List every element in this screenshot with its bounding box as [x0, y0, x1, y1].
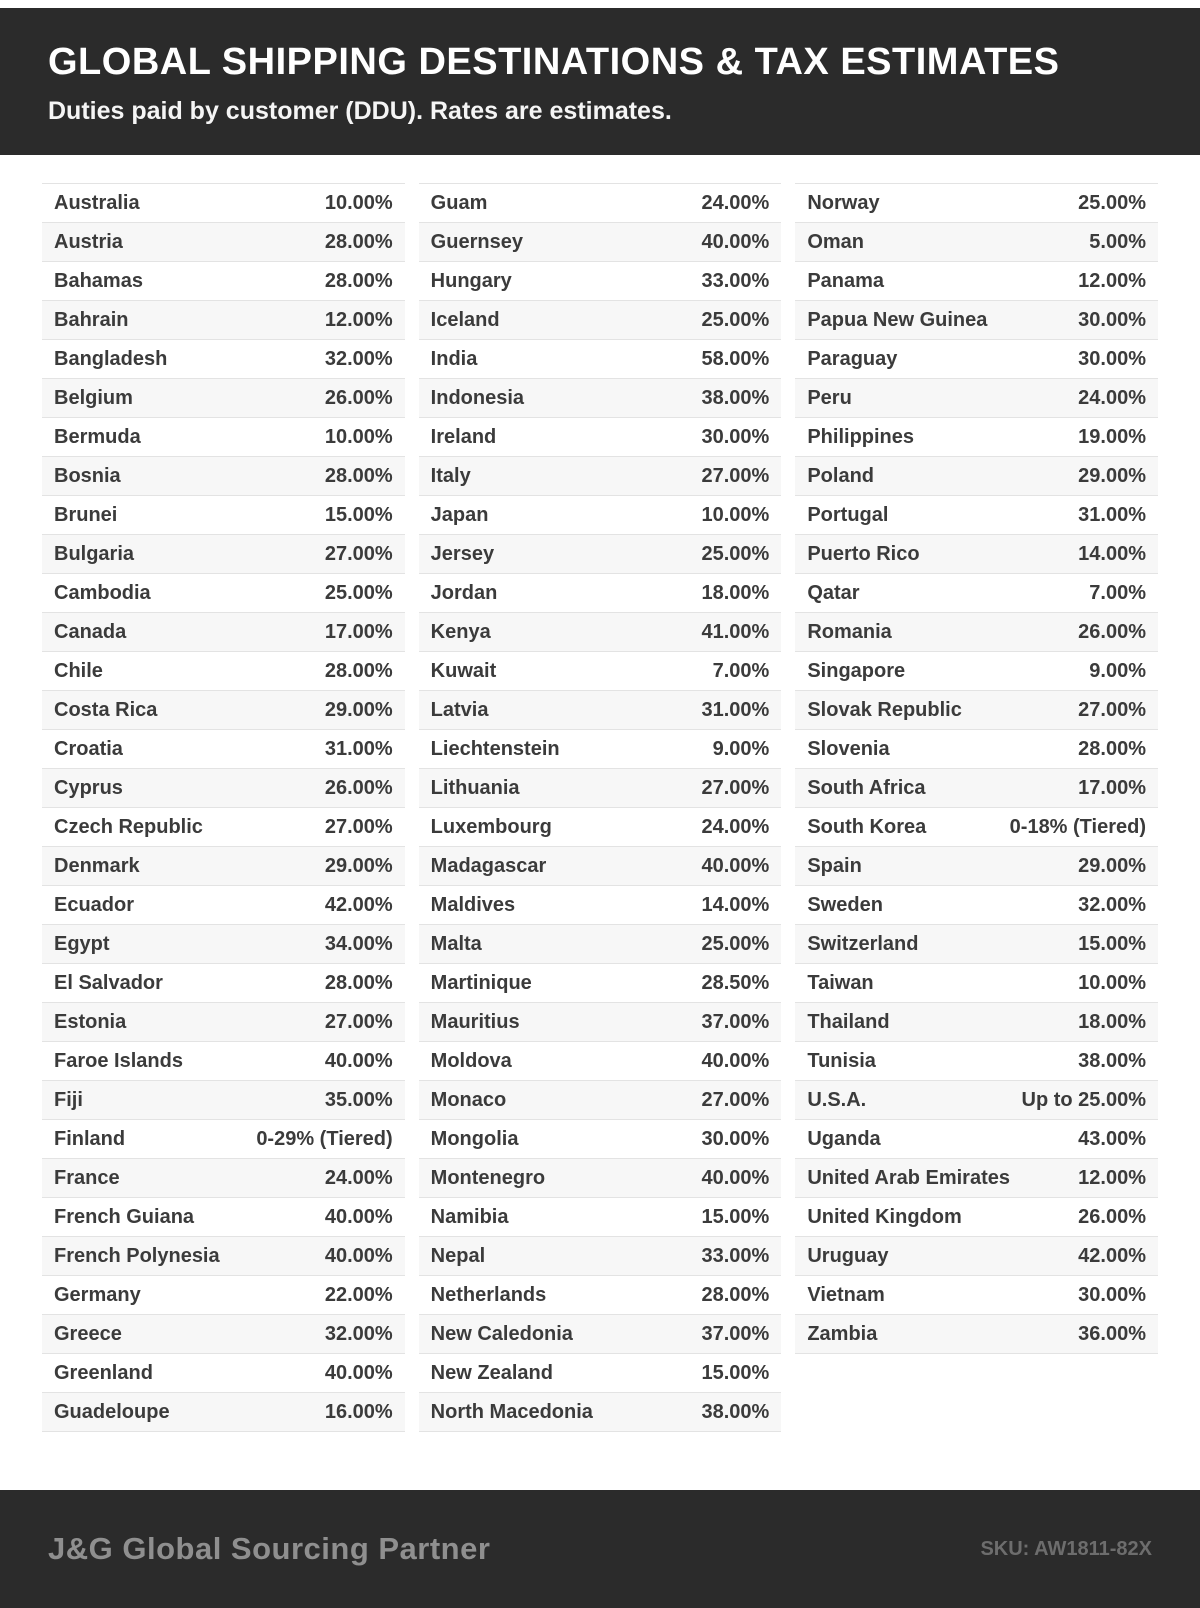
country-name: Namibia	[430, 1205, 509, 1228]
country-name: Thailand	[807, 1010, 890, 1033]
table-row	[42, 808, 405, 847]
tax-rate: 28.00%	[324, 269, 393, 292]
table-row	[42, 613, 405, 652]
country-name: Uruguay	[807, 1244, 889, 1267]
country-name: Netherlands	[430, 1283, 547, 1306]
tax-rate: 30.00%	[1078, 347, 1147, 370]
country-name: Oman	[807, 230, 865, 253]
country-name: Spain	[807, 854, 862, 877]
tax-rate: 31.00%	[701, 698, 770, 721]
country-name: Japan	[430, 503, 489, 526]
tax-rate: 40.00%	[701, 1049, 770, 1072]
country-name: Estonia	[54, 1010, 127, 1033]
table-row	[419, 1003, 782, 1042]
table-row	[795, 418, 1158, 457]
tax-rate: 29.00%	[324, 854, 393, 877]
tax-rate: 24.00%	[701, 191, 770, 214]
table-row	[42, 769, 405, 808]
tax-rate: 0-18% (Tiered)	[1009, 815, 1147, 838]
tax-rate: 24.00%	[701, 815, 770, 838]
country-name: Kenya	[430, 620, 491, 643]
table-row	[42, 730, 405, 769]
table-row	[419, 1393, 782, 1432]
table-row	[419, 1042, 782, 1081]
table-row	[419, 925, 782, 964]
country-name: Indonesia	[430, 386, 525, 409]
country-name: Vietnam	[807, 1283, 885, 1306]
tax-rate: 28.00%	[1078, 737, 1147, 760]
tax-rate: 28.00%	[701, 1283, 770, 1306]
country-name: Bulgaria	[54, 542, 135, 565]
tax-rate: 32.00%	[324, 1322, 393, 1345]
table-row	[419, 418, 782, 457]
table-row	[419, 652, 782, 691]
tax-rate: 29.00%	[1078, 854, 1147, 877]
country-name: Belgium	[54, 386, 133, 409]
table-row	[795, 1042, 1158, 1081]
table-row	[795, 1003, 1158, 1042]
table-row	[42, 1120, 405, 1159]
country-name: Guam	[430, 191, 488, 214]
tax-rate: 36.00%	[1078, 1322, 1147, 1345]
tax-rate: 30.00%	[1078, 1283, 1147, 1306]
brand-name: J&G Global Sourcing Partner	[48, 1531, 491, 1566]
table-row	[419, 1354, 782, 1393]
table-row	[42, 1315, 405, 1354]
table-row	[795, 535, 1158, 574]
table-row	[42, 1042, 405, 1081]
table-row	[795, 223, 1158, 262]
table-row	[795, 613, 1158, 652]
tax-rate: 15.00%	[324, 503, 393, 526]
tax-rate: 10.00%	[1078, 971, 1147, 994]
country-name: Ecuador	[54, 893, 135, 916]
tax-rate: 15.00%	[701, 1205, 770, 1228]
tax-rate: 31.00%	[324, 737, 393, 760]
tax-rate: 27.00%	[701, 464, 770, 487]
tax-rate: 17.00%	[1078, 776, 1147, 799]
tax-rate: 24.00%	[1078, 386, 1147, 409]
country-name: Sweden	[807, 893, 883, 916]
table-row	[42, 340, 405, 379]
tax-rate: 33.00%	[701, 1244, 770, 1267]
country-name: Montenegro	[430, 1166, 546, 1189]
table-row	[42, 223, 405, 262]
tax-rate: 42.00%	[324, 893, 393, 916]
tax-rate: 10.00%	[324, 425, 393, 448]
tax-rate: 0-29% (Tiered)	[256, 1127, 393, 1150]
country-name: Bermuda	[54, 425, 141, 448]
tax-rate: 40.00%	[324, 1205, 393, 1228]
table-row	[42, 1354, 405, 1393]
table-row	[42, 1198, 405, 1237]
table-row	[795, 574, 1158, 613]
table-row	[795, 808, 1158, 847]
table-row	[419, 769, 782, 808]
country-name: Philippines	[807, 425, 915, 448]
table-row	[795, 340, 1158, 379]
tax-rate: 25.00%	[701, 932, 770, 955]
tax-rate: 38.00%	[1078, 1049, 1147, 1072]
country-name: Uganda	[807, 1127, 881, 1150]
sku-label: SKU: AW1811-82X	[980, 1537, 1152, 1560]
tax-rate: 10.00%	[701, 503, 770, 526]
table-row	[795, 1198, 1158, 1237]
table-row	[419, 964, 782, 1003]
tax-rate: 31.00%	[1078, 503, 1147, 526]
table-row	[795, 1159, 1158, 1198]
tax-rate: 40.00%	[701, 1166, 770, 1189]
table-column-3	[795, 183, 1158, 1354]
table-row	[42, 652, 405, 691]
country-name: Kuwait	[430, 659, 497, 682]
country-name: Austria	[54, 230, 123, 253]
table-row	[795, 1276, 1158, 1315]
table-row	[42, 496, 405, 535]
table-row	[42, 847, 405, 886]
table-row	[795, 301, 1158, 340]
table-row	[419, 340, 782, 379]
table-row	[419, 262, 782, 301]
country-name: North Macedonia	[430, 1400, 593, 1423]
tax-rate: 30.00%	[701, 1127, 770, 1150]
tax-rate: 40.00%	[324, 1244, 393, 1267]
table-row	[419, 691, 782, 730]
country-name: Moldova	[430, 1049, 512, 1072]
tax-rate: 30.00%	[1078, 308, 1147, 331]
tax-rate: Up to 25.00%	[1021, 1088, 1147, 1111]
footer-banner	[0, 1490, 1200, 1608]
page-subtitle: Duties paid by customer (DDU). Rates are estimates.	[48, 96, 672, 125]
table-row	[419, 574, 782, 613]
table-row	[795, 964, 1158, 1003]
country-name: Guadeloupe	[54, 1400, 170, 1423]
country-name: Bosnia	[54, 464, 121, 487]
tax-rate: 43.00%	[1078, 1127, 1147, 1150]
table-row	[795, 262, 1158, 301]
country-name: El Salvador	[54, 971, 163, 994]
country-name: Qatar	[807, 581, 860, 604]
table-row	[795, 691, 1158, 730]
tax-rate: 22.00%	[324, 1283, 393, 1306]
country-name: Ireland	[430, 425, 497, 448]
tax-rate: 37.00%	[701, 1010, 770, 1033]
tax-rate: 12.00%	[324, 308, 393, 331]
table-row	[42, 457, 405, 496]
table-row	[419, 1120, 782, 1159]
tax-rate: 30.00%	[701, 425, 770, 448]
table-row	[795, 1237, 1158, 1276]
table-row	[419, 1237, 782, 1276]
tax-rate: 9.00%	[712, 737, 770, 760]
country-name: Norway	[807, 191, 880, 214]
table-row	[42, 1237, 405, 1276]
country-name: France	[54, 1166, 120, 1189]
tax-rate-table	[0, 155, 1200, 1432]
table-row	[795, 184, 1158, 223]
tax-rate: 7.00%	[1089, 581, 1147, 604]
tax-rate: 18.00%	[1078, 1010, 1147, 1033]
country-name: United Arab Emirates	[807, 1166, 1010, 1189]
tax-rate: 58.00%	[701, 347, 770, 370]
country-name: Slovak Republic	[807, 698, 962, 721]
table-row	[42, 1081, 405, 1120]
tax-rate: 24.00%	[324, 1166, 393, 1189]
country-name: Paraguay	[807, 347, 898, 370]
table-row	[795, 379, 1158, 418]
table-row	[42, 1159, 405, 1198]
tax-rate: 12.00%	[1078, 1166, 1147, 1189]
tax-rate: 42.00%	[1078, 1244, 1147, 1267]
table-row	[42, 886, 405, 925]
header-banner	[0, 8, 1200, 155]
country-name: Denmark	[54, 854, 140, 877]
tax-rate: 29.00%	[324, 698, 393, 721]
country-name: Guernsey	[430, 230, 523, 253]
country-name: Costa Rica	[54, 698, 158, 721]
country-name: New Caledonia	[430, 1322, 573, 1345]
country-name: Malta	[430, 932, 482, 955]
country-name: Cambodia	[54, 581, 151, 604]
tax-rate: 16.00%	[324, 1400, 393, 1423]
table-row	[419, 457, 782, 496]
tax-rate: 7.00%	[712, 659, 770, 682]
country-name: Taiwan	[807, 971, 874, 994]
tax-rate: 28.00%	[324, 230, 393, 253]
tax-rate: 34.00%	[324, 932, 393, 955]
table-row	[419, 730, 782, 769]
tax-rate: 27.00%	[324, 542, 393, 565]
country-name: Portugal	[807, 503, 889, 526]
tax-rate: 32.00%	[324, 347, 393, 370]
tax-rate: 41.00%	[701, 620, 770, 643]
tax-rate: 10.00%	[324, 191, 393, 214]
table-row	[42, 964, 405, 1003]
country-name: Cyprus	[54, 776, 123, 799]
tax-rate: 26.00%	[1078, 1205, 1147, 1228]
page-title: GLOBAL SHIPPING DESTINATIONS & TAX ESTIMATES	[48, 41, 1060, 83]
country-name: Switzerland	[807, 932, 919, 955]
country-name: French Polynesia	[54, 1244, 220, 1267]
tax-rate: 18.00%	[701, 581, 770, 604]
country-name: Luxembourg	[430, 815, 552, 838]
country-name: Mongolia	[430, 1127, 519, 1150]
tax-rate: 28.00%	[324, 659, 393, 682]
country-name: Panama	[807, 269, 885, 292]
table-row	[42, 1393, 405, 1432]
table-row	[795, 652, 1158, 691]
country-name: India	[430, 347, 478, 370]
table-row	[42, 574, 405, 613]
tax-rate: 27.00%	[324, 815, 393, 838]
table-row	[42, 535, 405, 574]
table-row	[42, 418, 405, 457]
country-name: Germany	[54, 1283, 141, 1306]
tax-rate: 14.00%	[1078, 542, 1147, 565]
table-row	[795, 1315, 1158, 1354]
country-name: Jordan	[430, 581, 498, 604]
tax-rate: 38.00%	[701, 386, 770, 409]
tax-rate: 9.00%	[1089, 659, 1147, 682]
country-name: Canada	[54, 620, 127, 643]
table-row	[795, 886, 1158, 925]
table-row	[795, 1120, 1158, 1159]
tax-rate: 25.00%	[701, 542, 770, 565]
table-row	[419, 847, 782, 886]
country-name: Iceland	[430, 308, 500, 331]
country-name: Liechtenstein	[430, 737, 560, 760]
table-row	[419, 1276, 782, 1315]
tax-rate: 27.00%	[701, 1088, 770, 1111]
country-name: Brunei	[54, 503, 118, 526]
country-name: Fiji	[54, 1088, 83, 1111]
tax-rate: 35.00%	[324, 1088, 393, 1111]
tax-rate: 26.00%	[1078, 620, 1147, 643]
country-name: Greece	[54, 1322, 122, 1345]
country-name: Greenland	[54, 1361, 153, 1384]
table-row	[795, 496, 1158, 535]
country-name: French Guiana	[54, 1205, 195, 1228]
table-column-2	[419, 183, 782, 1432]
tax-rate: 28.00%	[324, 464, 393, 487]
tax-rate: 26.00%	[324, 776, 393, 799]
country-name: Bangladesh	[54, 347, 168, 370]
tax-rate: 33.00%	[701, 269, 770, 292]
table-row	[419, 535, 782, 574]
country-name: Lithuania	[430, 776, 520, 799]
table-row	[419, 379, 782, 418]
tax-rate: 40.00%	[701, 230, 770, 253]
tax-rate: 26.00%	[324, 386, 393, 409]
country-name: Italy	[430, 464, 471, 487]
country-name: South Africa	[807, 776, 926, 799]
table-row	[419, 1159, 782, 1198]
table-row	[419, 808, 782, 847]
table-row	[42, 691, 405, 730]
table-row	[419, 1081, 782, 1120]
table-column-1	[42, 183, 405, 1432]
country-name: Tunisia	[807, 1049, 876, 1072]
tax-rate: 19.00%	[1078, 425, 1147, 448]
tax-rate: 38.00%	[701, 1400, 770, 1423]
tax-rate: 40.00%	[701, 854, 770, 877]
tax-rate: 25.00%	[324, 581, 393, 604]
table-row	[795, 769, 1158, 808]
country-name: Latvia	[430, 698, 489, 721]
country-name: Australia	[54, 191, 140, 214]
tax-rate: 29.00%	[1078, 464, 1147, 487]
table-row	[42, 925, 405, 964]
country-name: United Kingdom	[807, 1205, 962, 1228]
tax-rate: 17.00%	[324, 620, 393, 643]
country-name: Singapore	[807, 659, 906, 682]
table-row	[419, 1315, 782, 1354]
table-row	[42, 1276, 405, 1315]
country-name: Zambia	[807, 1322, 878, 1345]
table-row	[42, 184, 405, 223]
tax-rate: 12.00%	[1078, 269, 1147, 292]
table-row	[419, 1198, 782, 1237]
tax-rate: 40.00%	[324, 1049, 393, 1072]
country-name: Hungary	[430, 269, 512, 292]
country-name: Mauritius	[430, 1010, 520, 1033]
tax-rate: 28.50%	[701, 971, 770, 994]
country-name: New Zealand	[430, 1361, 553, 1384]
country-name: Bahrain	[54, 308, 129, 331]
table-row	[42, 262, 405, 301]
country-name: Peru	[807, 386, 852, 409]
tax-rate: 15.00%	[1078, 932, 1147, 955]
tax-rate: 27.00%	[324, 1010, 393, 1033]
table-row	[419, 496, 782, 535]
country-name: U.S.A.	[807, 1088, 867, 1111]
country-name: Croatia	[54, 737, 123, 760]
table-row	[419, 184, 782, 223]
tax-rate: 27.00%	[701, 776, 770, 799]
table-row	[795, 730, 1158, 769]
country-name: South Korea	[807, 815, 927, 838]
country-name: Martinique	[430, 971, 532, 994]
country-name: Romania	[807, 620, 892, 643]
table-row	[42, 301, 405, 340]
country-name: Chile	[54, 659, 103, 682]
tax-rate: 5.00%	[1089, 230, 1147, 253]
table-row	[795, 457, 1158, 496]
table-row	[795, 847, 1158, 886]
country-name: Madagascar	[430, 854, 547, 877]
table-row	[419, 223, 782, 262]
country-name: Faroe Islands	[54, 1049, 183, 1072]
tax-rate: 15.00%	[701, 1361, 770, 1384]
tax-rate: 14.00%	[701, 893, 770, 916]
country-name: Papua New Guinea	[807, 308, 988, 331]
table-row	[42, 379, 405, 418]
country-name: Puerto Rico	[807, 542, 920, 565]
tax-rate: 28.00%	[324, 971, 393, 994]
country-name: Czech Republic	[54, 815, 203, 838]
country-name: Maldives	[430, 893, 516, 916]
country-name: Poland	[807, 464, 875, 487]
country-name: Jersey	[430, 542, 495, 565]
country-name: Bahamas	[54, 269, 143, 292]
table-row	[419, 886, 782, 925]
tax-rate: 32.00%	[1078, 893, 1147, 916]
country-name: Finland	[54, 1127, 126, 1150]
country-name: Slovenia	[807, 737, 890, 760]
tax-rate: 25.00%	[1078, 191, 1147, 214]
table-row	[795, 925, 1158, 964]
table-row	[42, 1003, 405, 1042]
tax-rate: 25.00%	[701, 308, 770, 331]
tax-rate: 40.00%	[324, 1361, 393, 1384]
table-row	[419, 301, 782, 340]
table-row	[419, 613, 782, 652]
tax-rate: 37.00%	[701, 1322, 770, 1345]
country-name: Egypt	[54, 932, 110, 955]
table-row	[795, 1081, 1158, 1120]
tax-rate: 27.00%	[1078, 698, 1147, 721]
country-name: Nepal	[430, 1244, 486, 1267]
country-name: Monaco	[430, 1088, 507, 1111]
